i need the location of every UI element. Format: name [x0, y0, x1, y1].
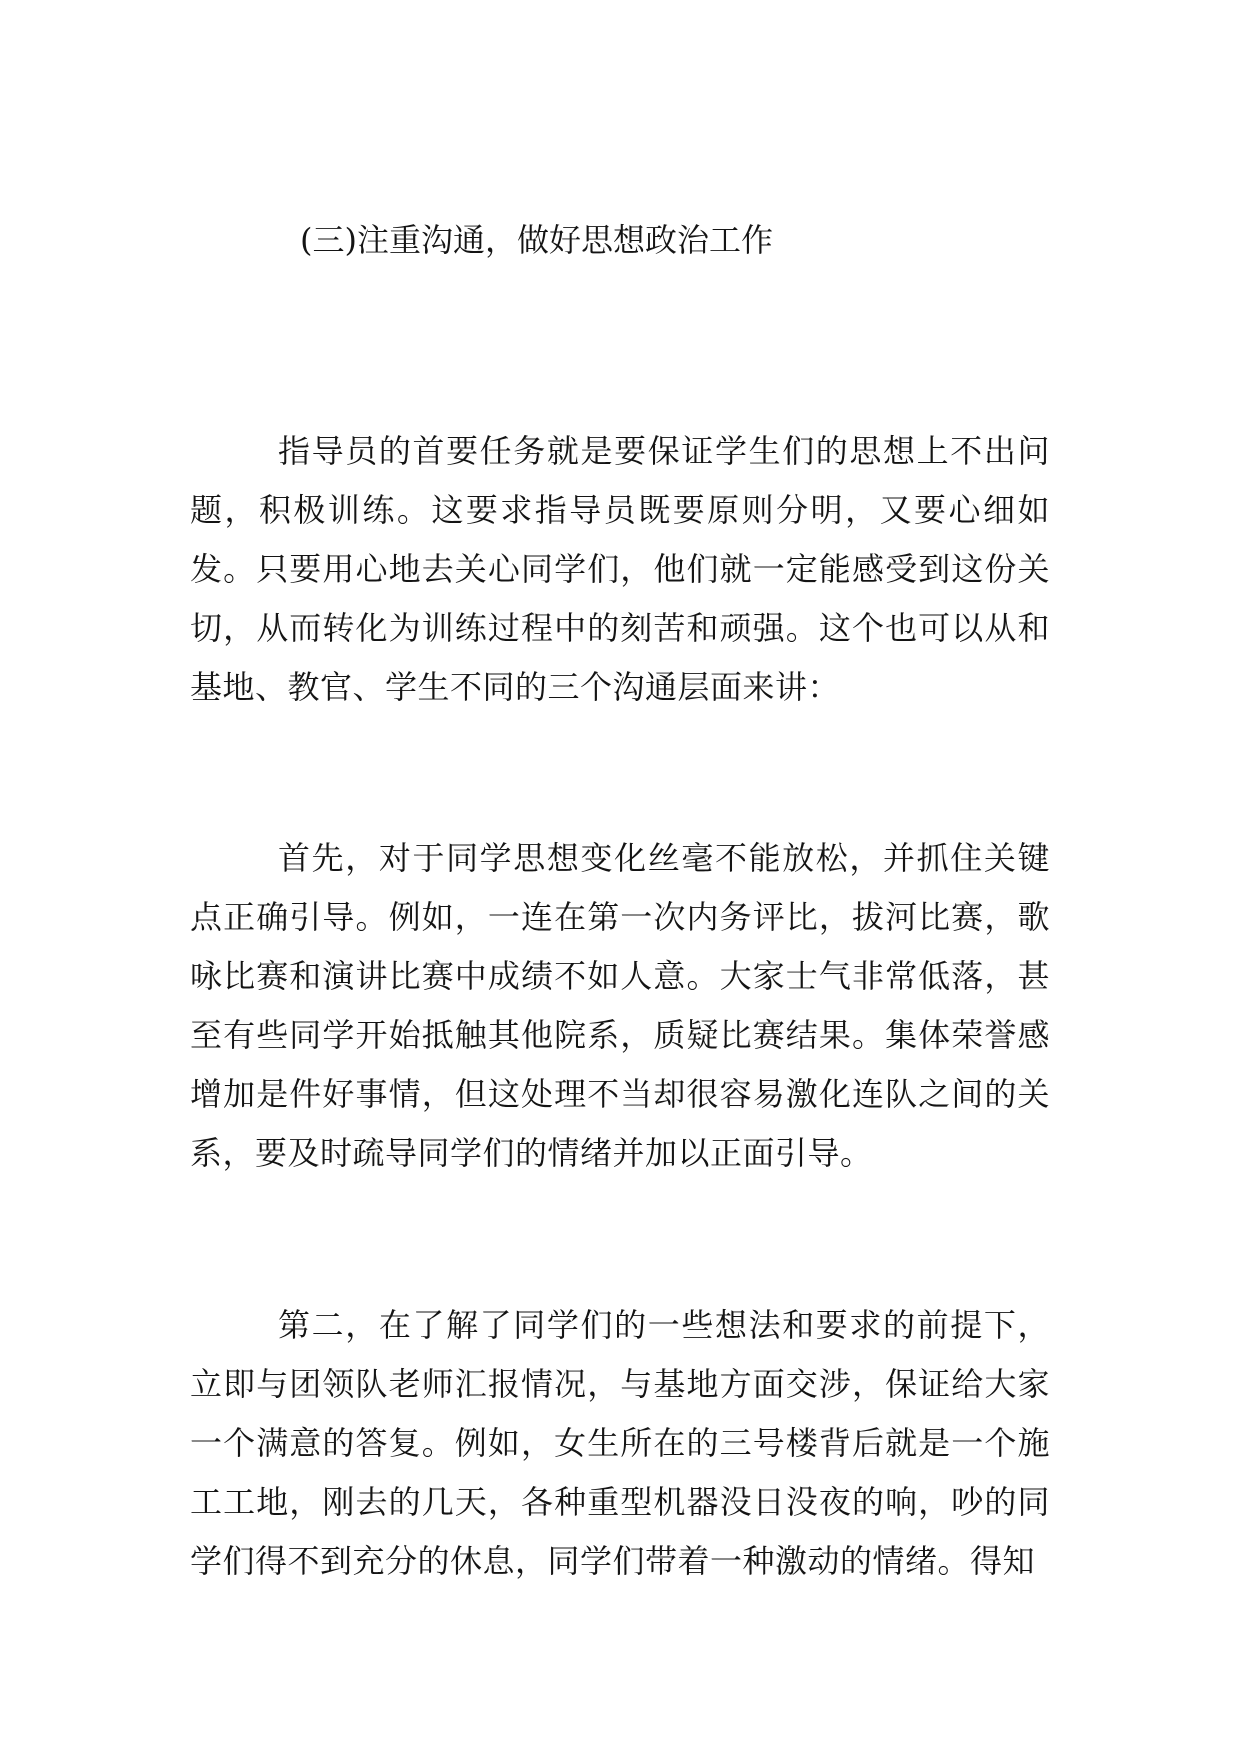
paragraph-3: 第二，在了解了同学们的一些想法和要求的前提下，立即与团领队老师汇报情况，与基地方面交涉，保证给大家一个满意的答复。例如，女生所在的三号楼背后就是一个施工工地，刚去的几天，各种重型机器没日没夜的响，吵的同学们得不到充分的休息，同学们带着一种激动的情绪。得知 [190, 1306, 1050, 1580]
paragraph-2: 首先，对于同学思想变化丝毫不能放松，并抓住关键点正确引导。例如，一连在第一次内务评比，拔河比赛，歌咏比赛和演讲比赛中成绩不如人意。大家士气非常低落，甚至有些同学开始抵触其他院系，质疑比赛结果。集体荣誉感增加是件好事情，但这处理不当却很容易激化连队之间的关系，要及时疏导同学们的情绪并加以正面引导。 [190, 839, 1050, 1172]
section-heading: (三)注重沟通，做好思想政治工作 [300, 221, 773, 259]
paragraph-1: 指导员的首要任务就是要保证学生们的思想上不出问题，积极训练。这要求指导员既要原则分明，又要心细如发。只要用心地去关心同学们，他们就一定能感受到这份关切，从而转化为训练过程中的刻苦和顽强。这个也可以从和基地、教官、学生不同的三个沟通层面来讲： [190, 432, 1050, 706]
